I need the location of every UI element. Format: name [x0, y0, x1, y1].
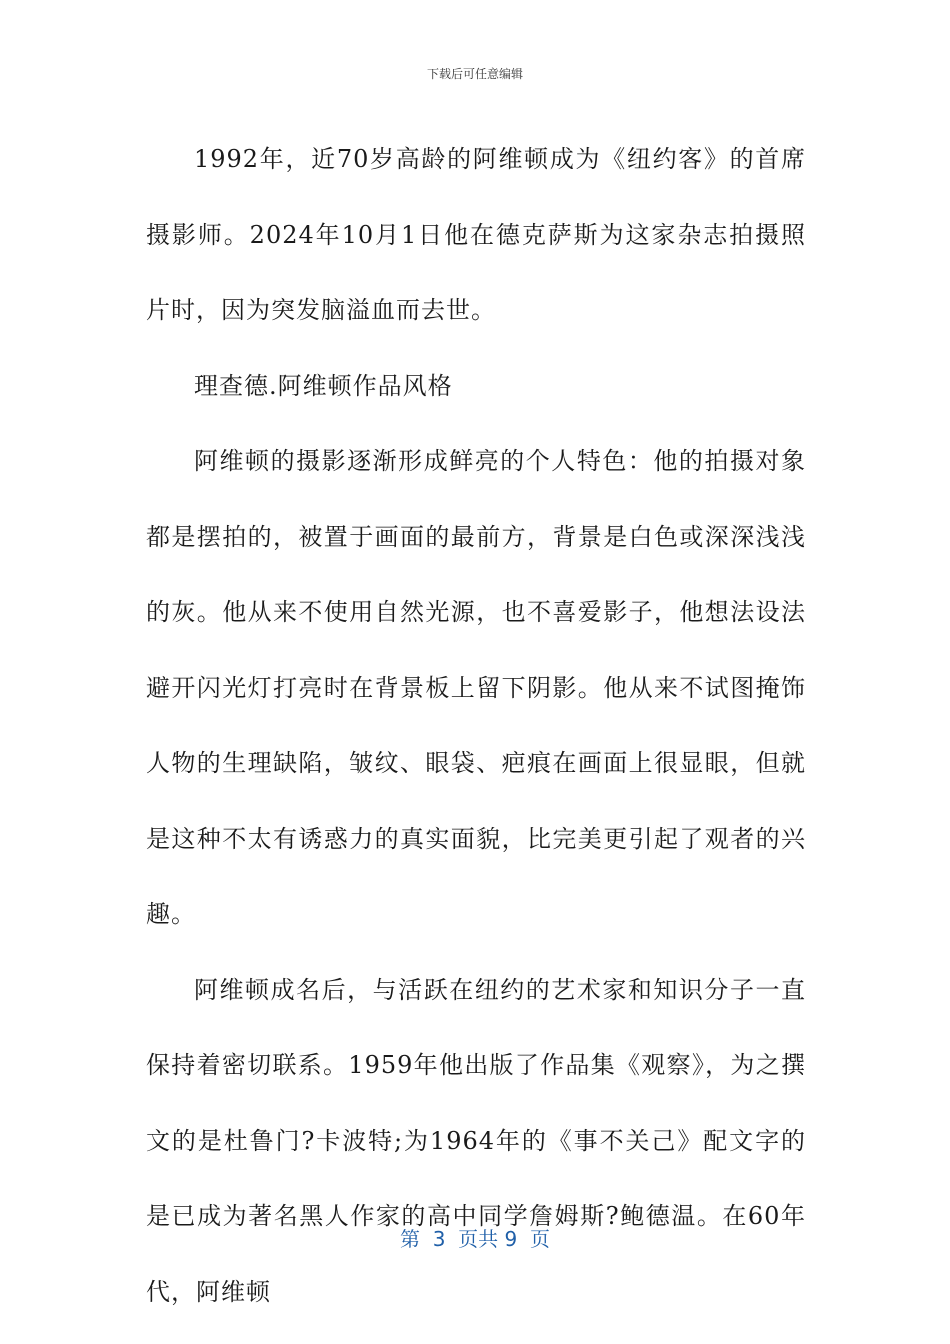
document-body	[146, 122, 806, 1330]
page-header: 下载后可任意编辑	[426, 67, 523, 81]
paragraph-career: 阿维顿成名后，与活跃在纽约的艺术家和知识分子一直保持着密切联系。1959年他出版了作品集《观察》，为之撰文的是杜鲁门?卡波特;为1964年的《事不关己》配文字的是已成为著名黑人作家的高中同学詹姆斯?鲍德温。在60年代，阿维顿	[146, 975, 806, 1306]
paragraph-style: 阿维顿的摄影逐渐形成鲜亮的个人特色：他的拍摄对象都是摆拍的，被置于画面的最前方，背景是白色或深深浅浅的灰。他从来不使用自然光源，也不喜爱影子，他想法设法避开闪光灯打亮时在背景板上留下阴影。他从来不试图掩饰人物的生理缺陷，皱纹、眼袋、疤痕在画面上很显眼，但就是这种不太有诱惑力的真实面貌，比完美更引起了观者的兴趣。	[146, 447, 806, 928]
paragraph-1: 1992年，近70岁高龄的阿维顿成为《纽约客》的首席摄影师。2024年10月1日他在德克萨斯为这家杂志拍摄照片时，因为突发脑溢血而去世。	[146, 145, 806, 324]
section-heading: 理查德.阿维顿作品风格	[194, 371, 453, 400]
page-number-footer: 第 3 页共 9 页	[400, 1227, 550, 1251]
